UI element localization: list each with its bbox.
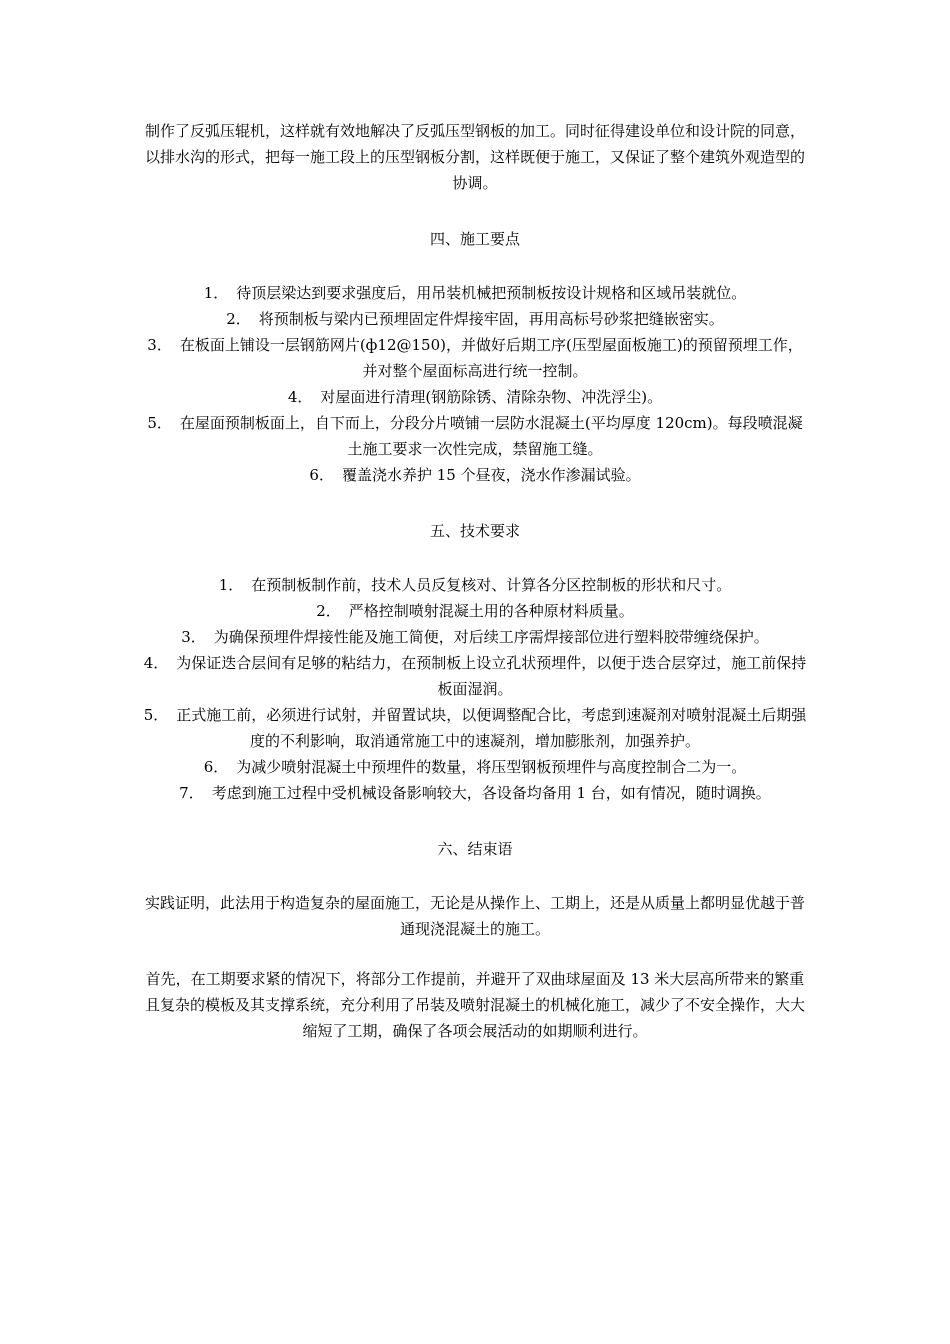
list-item [140, 754, 810, 780]
list-item [140, 462, 810, 488]
item-number: 3． [147, 336, 172, 354]
item-text: 考虑到施工过程中受机械设备影响较大，各设备均备用 1 台，如有情况，随时调换。 [211, 784, 771, 802]
item-number: 2． [316, 602, 341, 620]
item-text: 待顶层梁达到要求强度后，用吊装机械把预制板按设计规格和区域吊装就位。 [236, 284, 747, 302]
list-item [140, 280, 810, 306]
intro-paragraph: 制作了反弧压辊机，这样就有效地解决了反弧压型钢板的加工。同时征得建设单位和设计院的同意，以排水沟的形式，把每一施工段上的压型钢板分割，这样既便于施工，又保证了整个建筑外观造型的协调。 [144, 122, 805, 192]
section-heading-construction-points: 四、施工要点 [429, 230, 520, 248]
item-text: 在屋面预制板面上，自下而上，分段分片喷铺一层防水混凝土(平均厚度 120cm)。每段喷混凝土施工要求一次性完成，禁留施工缝。 [179, 414, 803, 458]
item-number: 1． [218, 576, 244, 594]
conclusion-paragraph: 首先，在工期要求紧的情况下，将部分工作提前，并避开了双曲球屋面及 13 米大层高所带来的繁重且复杂的模板及其支撑系统，充分利用了吊装及喷射混凝土的机械化施工，减少了不安全操作，大大缩短了工期，确保了各项会展活动的如期顺利进行。 [144, 970, 805, 1040]
item-number: 1． [203, 284, 229, 302]
list-item [140, 624, 810, 650]
section-heading-technical-requirements: 五、技术要求 [429, 522, 520, 540]
construction-points-list [140, 280, 810, 488]
item-number: 5． [143, 706, 169, 724]
item-text: 对屋面进行清理(钢筋除锈、清除杂物、冲洗浮尘)。 [320, 388, 663, 406]
item-number: 6． [309, 466, 334, 484]
item-text: 为确保预埋件焊接性能及施工简便，对后续工序需焊接部位进行塑料胶带缠绕保护。 [213, 628, 769, 646]
item-number: 5． [147, 414, 172, 432]
list-item [140, 332, 810, 384]
section-construction-points [140, 226, 810, 488]
section-heading-conclusion: 六、结束语 [437, 840, 513, 858]
item-number: 3． [181, 628, 206, 646]
technical-requirements-list [140, 572, 810, 806]
section-conclusion [140, 836, 810, 1044]
section-technical-requirements [140, 518, 810, 806]
item-text: 将预制板与梁内已预埋固定件焊接牢固，再用高标号砂浆把缝嵌密实。 [258, 310, 724, 328]
list-item [140, 384, 810, 410]
item-text: 严格控制喷射混凝土用的各种原材料质量。 [348, 602, 634, 620]
item-number: 6． [203, 758, 229, 776]
item-text: 在预制板制作前，技术人员反复核对、计算各分区控制板的形状和尺寸。 [251, 576, 732, 594]
list-item [140, 702, 810, 754]
item-number: 2． [226, 310, 251, 328]
list-item [140, 410, 810, 462]
list-item [140, 598, 810, 624]
item-number: 4． [143, 654, 169, 672]
conclusion-paragraph: 实践证明，此法用于构造复杂的屋面施工，无论是从操作上、工期上，还是从质量上都明显优越于普通现浇混凝土的施工。 [144, 894, 805, 938]
item-number: 4． [287, 388, 313, 406]
item-number: 7． [179, 784, 204, 802]
list-item [140, 306, 810, 332]
item-text: 正式施工前，必须进行试射，并留置试块，以便调整配合比，考虑到速凝剂对喷射混凝土后期强度的不利影响，取消通常施工中的速凝剂，增加膨胀剂，加强养护。 [176, 706, 807, 750]
item-text: 在板面上铺设一层钢筋网片(ф12@150)，并做好后期工序(压型屋面板施工)的预留预埋工作，并对整个屋面标高进行统一控制。 [179, 336, 803, 380]
list-item [140, 650, 810, 702]
document-page [140, 118, 810, 1068]
item-text: 覆盖浇水养护 15 个昼夜，浇水作渗漏试验。 [341, 466, 641, 484]
list-item [140, 572, 810, 598]
list-item [140, 780, 810, 806]
item-text: 为保证迭合层间有足够的粘结力，在预制板上设立孔状预埋件，以便于迭合层穿过，施工前保持板面湿润。 [176, 654, 807, 698]
item-text: 为减少喷射混凝土中预埋件的数量，将压型钢板预埋件与高度控制合二为一。 [236, 758, 747, 776]
